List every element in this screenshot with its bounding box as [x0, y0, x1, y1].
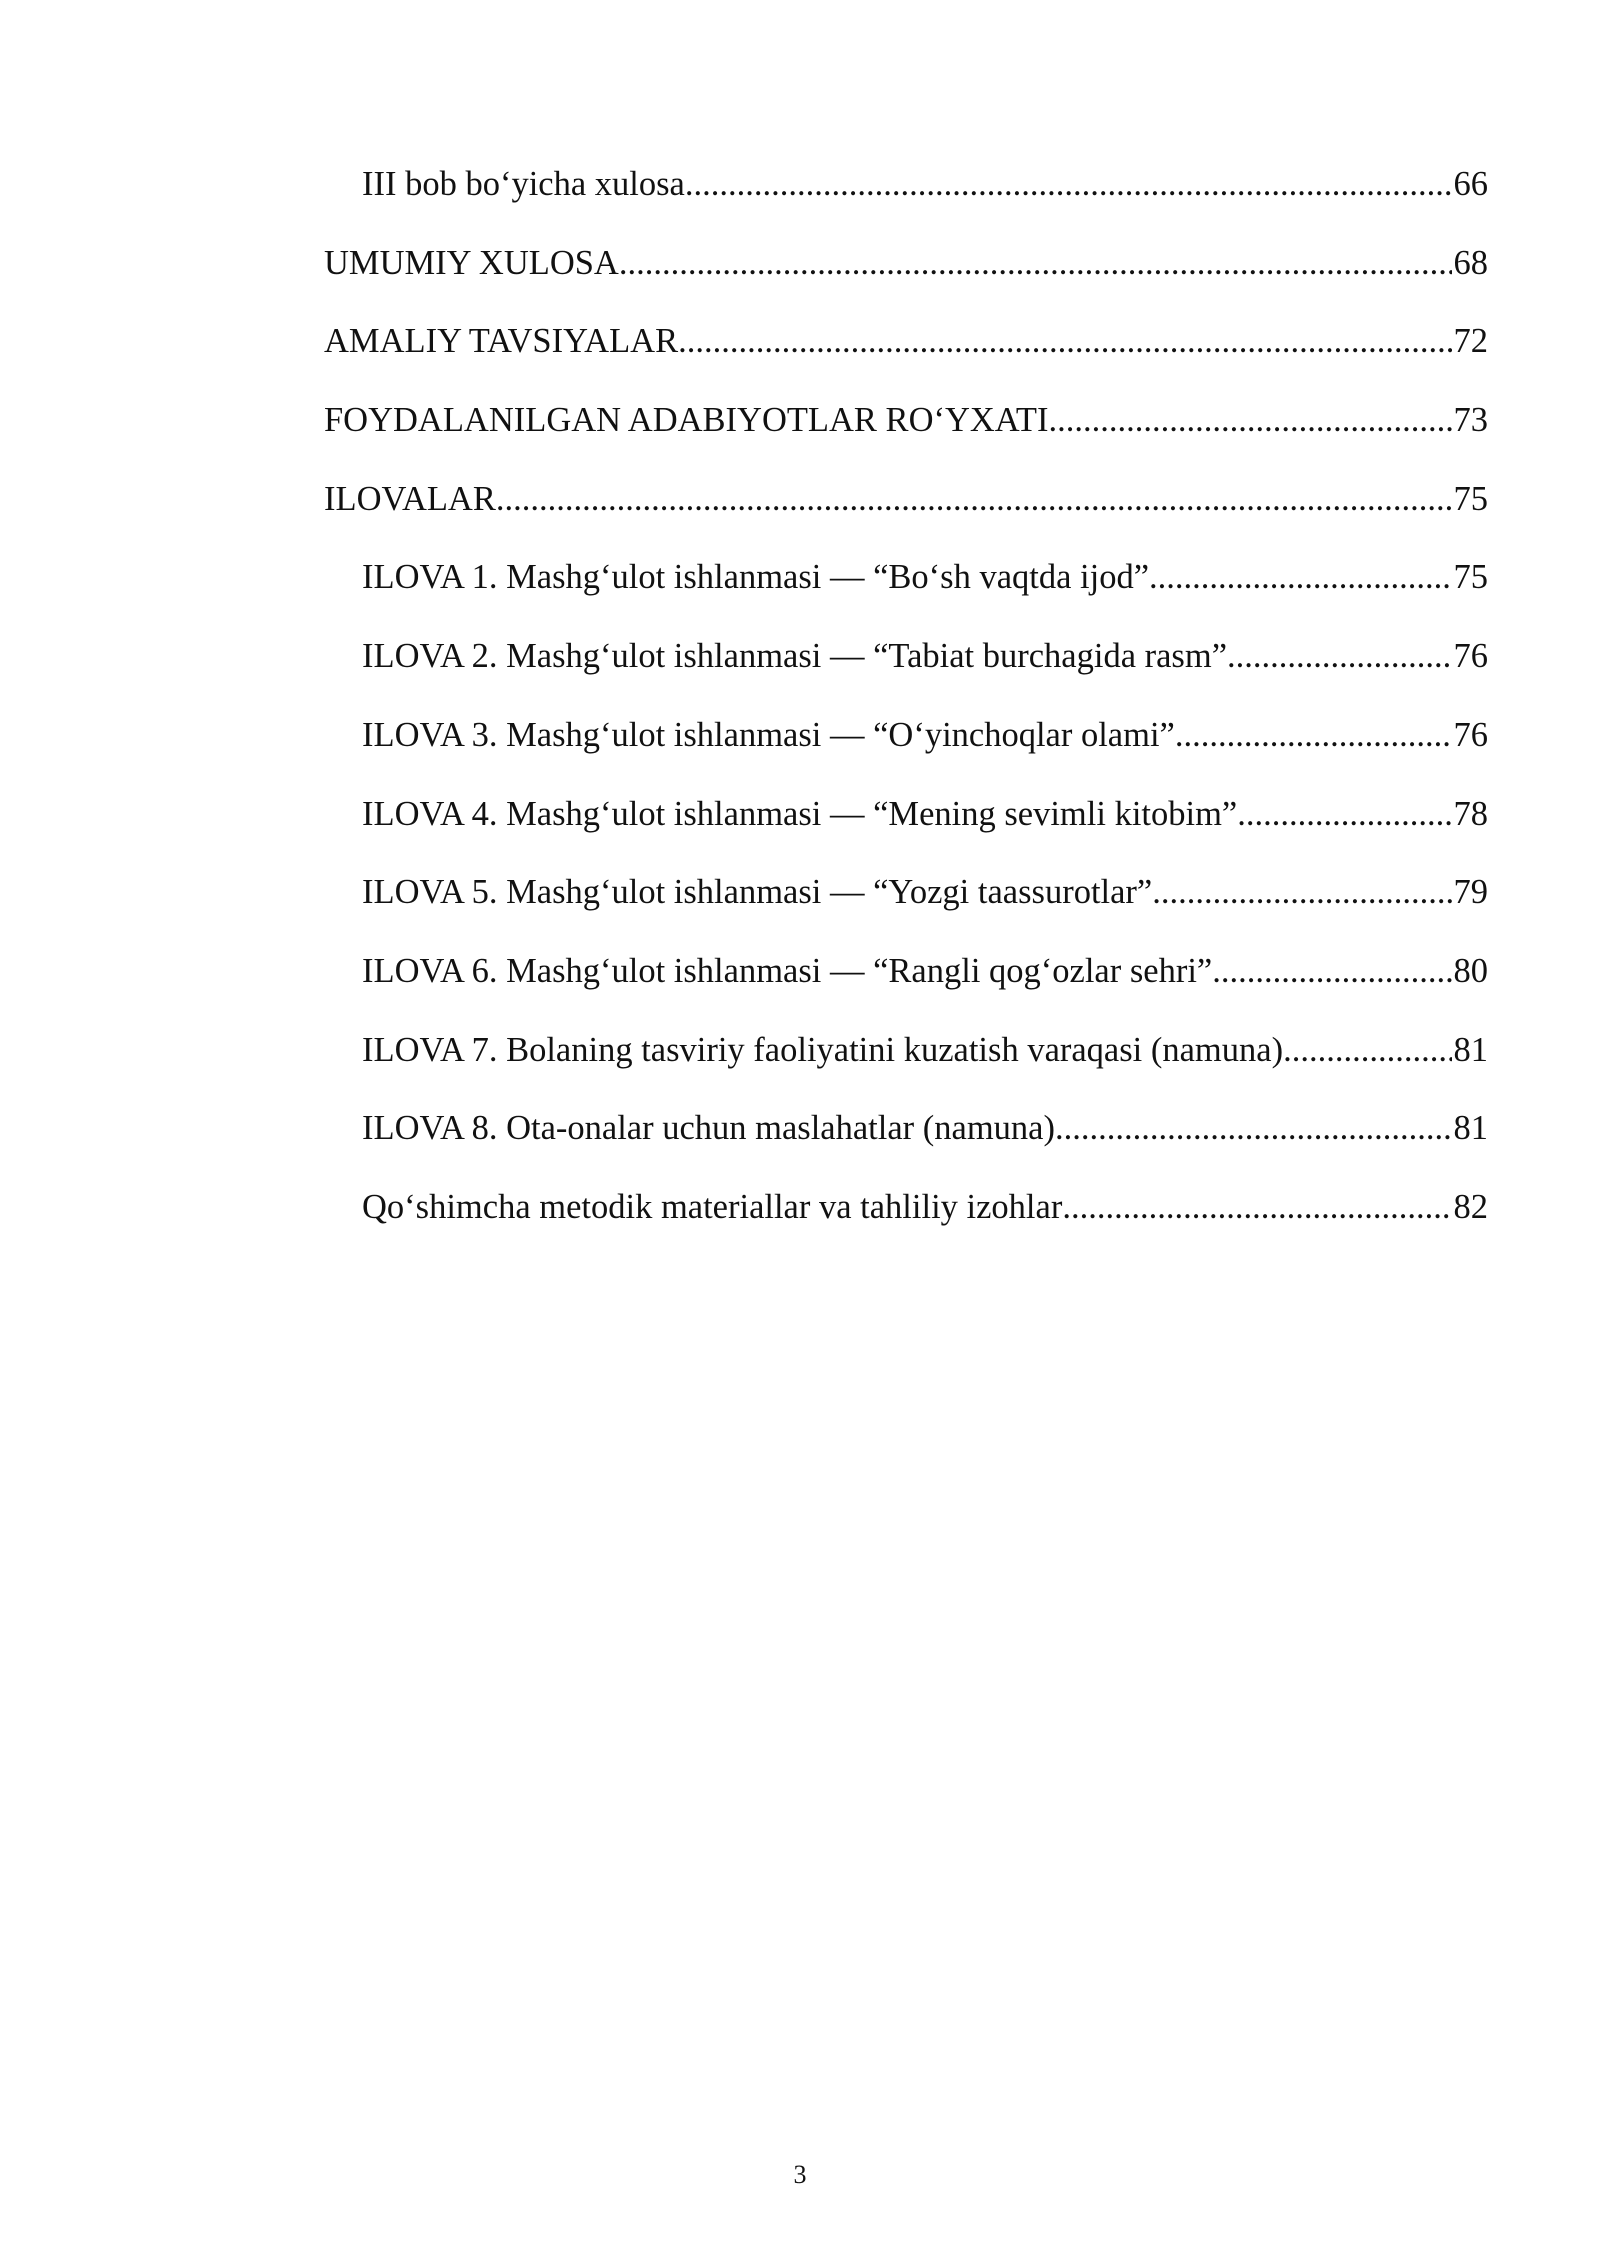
toc-entry	[324, 224, 1488, 303]
toc-dot-leader	[1237, 775, 1451, 854]
toc-dot-leader	[1175, 696, 1452, 775]
toc-entry-page: 81	[1453, 1109, 1488, 1148]
toc-entry	[324, 381, 1488, 460]
toc-entry	[324, 1011, 1488, 1090]
toc-entry-page: 78	[1453, 794, 1488, 833]
toc-entry-page: 75	[1453, 558, 1488, 597]
toc-entry-title: ILOVA 3. Mashg‘ulot ishlanmasi — “O‘yinchoqlar olami”	[362, 715, 1175, 754]
toc-entry-page: 66	[1453, 165, 1488, 203]
toc-entry-title: ILOVA 7. Bolaning tasviriy faoliyatini kuzatish varaqasi (namuna)	[362, 1030, 1284, 1069]
toc-entry-title: FOYDALANILGAN ADABIYOTLAR RO‘YXATI	[324, 401, 1049, 440]
toc-entry-page: 81	[1453, 1030, 1488, 1069]
toc-dot-leader	[678, 302, 1451, 381]
toc-entry-title: ILOVA 5. Mashg‘ulot ishlanmasi — “Yozgi taassurotlar”	[362, 873, 1153, 912]
toc-entry-title: ILOVA 4. Mashg‘ulot ishlanmasi — “Mening sevimli kitobim”	[362, 794, 1238, 833]
toc-entry	[324, 302, 1488, 381]
toc-entry-page: 82	[1453, 1187, 1488, 1226]
toc-dot-leader	[1152, 853, 1451, 932]
toc-entry-title: ILOVA 2. Mashg‘ulot ishlanmasi — “Tabiat burchagida rasm”	[362, 637, 1228, 676]
toc-entry-title: ILOVA 8. Ota-onalar uchun maslahatlar (namuna)	[362, 1109, 1055, 1148]
toc-entry-page: 76	[1453, 637, 1488, 676]
toc-entry	[324, 1089, 1488, 1168]
toc-entry-title: UMUMIY XULOSA	[324, 243, 619, 282]
toc-entry	[324, 932, 1488, 1011]
toc-entry-page: 75	[1453, 479, 1488, 518]
toc-dot-leader	[1212, 932, 1451, 1011]
toc-entry-page: 72	[1453, 322, 1488, 361]
toc-entry-page: 76	[1453, 715, 1488, 754]
toc-entry	[324, 775, 1488, 854]
toc-entry-title: ILOVA 6. Mashg‘ulot ishlanmasi — “Rangli qog‘ozlar sehri”	[362, 951, 1213, 990]
toc-entry-title: ILOVALAR	[324, 479, 496, 518]
toc-dot-leader	[685, 145, 1452, 224]
toc-entry-title: AMALIY TAVSIYALAR	[324, 322, 679, 361]
toc-entry	[324, 145, 1488, 224]
toc-entry-page: 80	[1453, 951, 1488, 990]
toc-dot-leader	[1149, 538, 1451, 617]
toc-entry	[324, 538, 1488, 617]
toc-entry-title: ILOVA 1. Mashg‘ulot ishlanmasi — “Bo‘sh vaqtda ijod”	[362, 558, 1150, 597]
toc-entry	[324, 696, 1488, 775]
toc-entry	[324, 1168, 1488, 1247]
toc-dot-leader	[1062, 1168, 1451, 1247]
toc-entry-page: 68	[1453, 243, 1488, 282]
toc-dot-leader	[619, 224, 1452, 303]
toc-entry-title: III bob bo‘yicha xulosa	[362, 165, 685, 203]
toc-entry-title: Qo‘shimcha metodik materiallar va tahliliy izohlar	[362, 1187, 1063, 1226]
toc-dot-leader	[1283, 1011, 1451, 1090]
toc-entry	[324, 617, 1488, 696]
toc-dot-leader	[1055, 1089, 1452, 1168]
toc-dot-leader	[496, 460, 1452, 539]
toc-entry-page: 73	[1453, 401, 1488, 440]
table-of-contents	[324, 145, 1488, 1247]
toc-dot-leader	[1048, 381, 1451, 460]
toc-entry-page: 79	[1453, 873, 1488, 912]
page-number: 3	[793, 2160, 807, 2189]
toc-entry	[324, 460, 1488, 539]
toc-dot-leader	[1227, 617, 1451, 696]
toc-entry	[324, 853, 1488, 932]
